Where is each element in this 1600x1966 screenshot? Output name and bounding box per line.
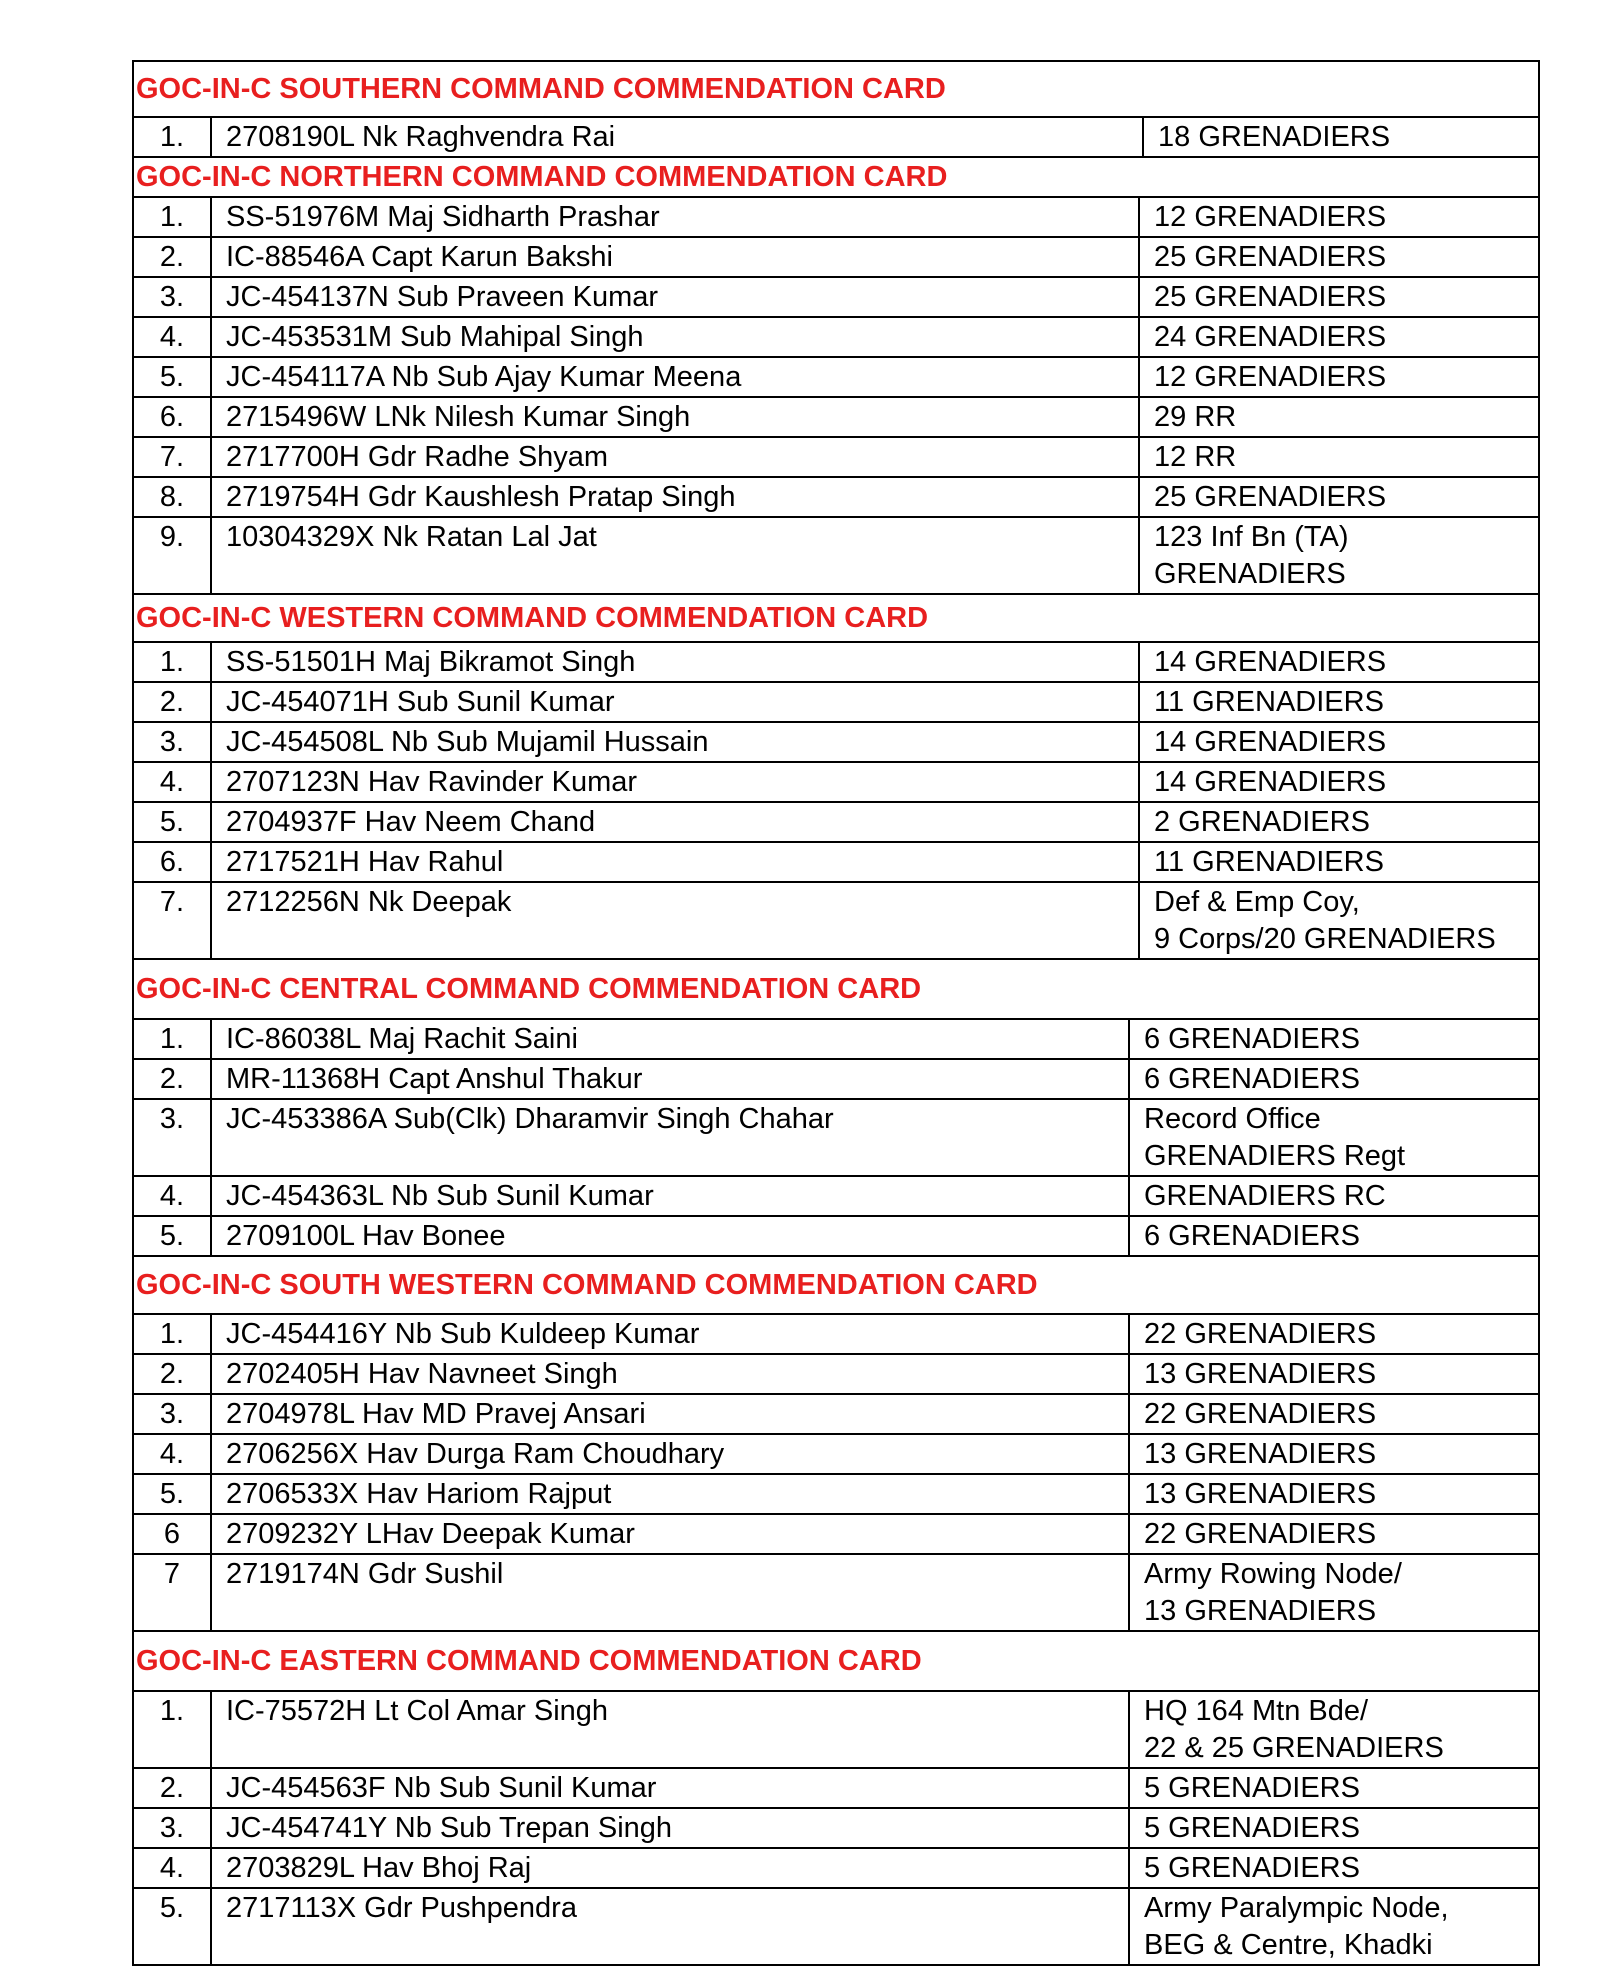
personnel-name: JC-454137N Sub Praveen Kumar — [212, 278, 1140, 316]
unit-cell — [1130, 1060, 1538, 1098]
personnel-name: 2719174N Gdr Sushil — [212, 1555, 1130, 1630]
table-row — [134, 643, 1538, 683]
unit-line: 24 GRENADIERS — [1154, 321, 1387, 353]
unit-cell — [1130, 1435, 1538, 1473]
unit-line: Def & Emp Coy, — [1154, 886, 1360, 918]
unit-cell — [1130, 1889, 1538, 1964]
table-row — [134, 518, 1538, 595]
table-row — [134, 1515, 1538, 1555]
unit-line: 2 GRENADIERS — [1154, 806, 1370, 838]
personnel-name: SS-51976M Maj Sidharth Prashar — [212, 198, 1140, 236]
section-title: GOC-IN-C SOUTHERN COMMAND COMMENDATION CARD — [134, 62, 1538, 118]
unit-line: BEG & Centre, Khadki — [1144, 1929, 1433, 1961]
personnel-name: IC-75572H Lt Col Amar Singh — [212, 1692, 1130, 1767]
unit-line: 14 GRENADIERS — [1154, 726, 1387, 758]
table-row — [134, 843, 1538, 883]
section-2 — [132, 158, 1540, 595]
table-row — [134, 398, 1538, 438]
unit-line: 25 GRENADIERS — [1154, 481, 1387, 513]
serial-number: 4. — [134, 763, 212, 801]
table-row — [134, 1020, 1538, 1060]
unit-line: 14 GRENADIERS — [1154, 766, 1387, 798]
unit-line: Army Rowing Node/ — [1144, 1558, 1402, 1590]
table-row — [134, 278, 1538, 318]
unit-cell — [1130, 1395, 1538, 1433]
unit-line: HQ 164 Mtn Bde/ — [1144, 1695, 1369, 1727]
personnel-name: 2703829L Hav Bhoj Raj — [212, 1849, 1130, 1887]
table-row — [134, 238, 1538, 278]
section-6 — [132, 1632, 1540, 1966]
unit-line: 12 RR — [1154, 441, 1237, 473]
unit-line: 13 GRENADIERS — [1144, 1478, 1377, 1510]
unit-line: 5 GRENADIERS — [1144, 1852, 1360, 1884]
unit-line: 22 & 25 GRENADIERS — [1144, 1732, 1444, 1764]
personnel-name: JC-453386A Sub(Clk) Dharamvir Singh Chahar — [212, 1100, 1130, 1175]
personnel-name: JC-454563F Nb Sub Sunil Kumar — [212, 1769, 1130, 1807]
serial-number: 6 — [134, 1515, 212, 1553]
unit-cell — [1130, 1555, 1538, 1630]
section-title: GOC-IN-C CENTRAL COMMAND COMMENDATION CARD — [134, 960, 1538, 1020]
unit-cell — [1140, 238, 1538, 276]
table-row — [134, 723, 1538, 763]
unit-cell — [1140, 723, 1538, 761]
serial-number: 5. — [134, 1217, 212, 1255]
table-row — [134, 1555, 1538, 1632]
personnel-name: 2708190L Nk Raghvendra Rai — [212, 118, 1144, 156]
table-row — [134, 438, 1538, 478]
table-row — [134, 803, 1538, 843]
personnel-name: 2712256N Nk Deepak — [212, 883, 1140, 958]
table-row — [134, 1060, 1538, 1100]
table-row — [134, 1849, 1538, 1889]
unit-line: 22 GRENADIERS — [1144, 1398, 1377, 1430]
personnel-name: 2717113X Gdr Pushpendra — [212, 1889, 1130, 1964]
table-row — [134, 1395, 1538, 1435]
unit-cell — [1130, 1355, 1538, 1393]
unit-line: 13 GRENADIERS — [1144, 1358, 1377, 1390]
serial-number: 3. — [134, 723, 212, 761]
section-title: GOC-IN-C SOUTH WESTERN COMMAND COMMENDATION CARD — [134, 1257, 1538, 1315]
serial-number: 3. — [134, 278, 212, 316]
personnel-name: 2709100L Hav Bonee — [212, 1217, 1130, 1255]
personnel-name: 2706256X Hav Durga Ram Choudhary — [212, 1435, 1130, 1473]
personnel-name: IC-88546A Capt Karun Bakshi — [212, 238, 1140, 276]
unit-line: 6 GRENADIERS — [1144, 1023, 1360, 1055]
unit-cell — [1140, 763, 1538, 801]
serial-number: 3. — [134, 1100, 212, 1175]
serial-number: 5. — [134, 1889, 212, 1964]
personnel-name: JC-454117A Nb Sub Ajay Kumar Meena — [212, 358, 1140, 396]
table-row — [134, 198, 1538, 238]
unit-cell — [1140, 278, 1538, 316]
serial-number: 1. — [134, 198, 212, 236]
serial-number: 1. — [134, 1315, 212, 1353]
serial-number: 3. — [134, 1395, 212, 1433]
unit-line: 22 GRENADIERS — [1144, 1518, 1377, 1550]
table-row — [134, 1889, 1538, 1966]
table-row — [134, 683, 1538, 723]
section-1 — [132, 60, 1540, 158]
unit-cell — [1140, 518, 1538, 593]
unit-cell — [1140, 683, 1538, 721]
unit-line: Record Office — [1144, 1103, 1321, 1135]
unit-cell — [1130, 1217, 1538, 1255]
serial-number: 5. — [134, 803, 212, 841]
unit-cell — [1144, 118, 1538, 156]
personnel-name: MR-11368H Capt Anshul Thakur — [212, 1060, 1130, 1098]
serial-number: 2. — [134, 238, 212, 276]
personnel-name: 2702405H Hav Navneet Singh — [212, 1355, 1130, 1393]
personnel-name: 2707123N Hav Ravinder Kumar — [212, 763, 1140, 801]
personnel-name: IC-86038L Maj Rachit Saini — [212, 1020, 1130, 1058]
unit-line: 123 Inf Bn (TA) — [1154, 521, 1349, 553]
table-row — [134, 318, 1538, 358]
serial-number: 1. — [134, 118, 212, 156]
personnel-name: 2715496W LNk Nilesh Kumar Singh — [212, 398, 1140, 436]
unit-cell — [1140, 318, 1538, 356]
serial-number: 9. — [134, 518, 212, 593]
unit-line: 11 GRENADIERS — [1154, 846, 1384, 878]
personnel-name: 2719754H Gdr Kaushlesh Pratap Singh — [212, 478, 1140, 516]
serial-number: 8. — [134, 478, 212, 516]
table-row — [134, 118, 1538, 158]
serial-number: 7. — [134, 438, 212, 476]
serial-number: 4. — [134, 1435, 212, 1473]
personnel-name: SS-51501H Maj Bikramot Singh — [212, 643, 1140, 681]
unit-cell — [1140, 803, 1538, 841]
unit-line: 29 RR — [1154, 401, 1237, 433]
commendation-table — [132, 60, 1540, 1966]
table-row — [134, 883, 1538, 960]
unit-line: GRENADIERS RC — [1144, 1180, 1386, 1212]
serial-number: 4. — [134, 1177, 212, 1215]
personnel-name: JC-453531M Sub Mahipal Singh — [212, 318, 1140, 356]
personnel-name: JC-454416Y Nb Sub Kuldeep Kumar — [212, 1315, 1130, 1353]
unit-line: 5 GRENADIERS — [1144, 1812, 1360, 1844]
unit-line: 12 GRENADIERS — [1154, 201, 1387, 233]
unit-line: 12 GRENADIERS — [1154, 361, 1387, 393]
unit-cell — [1130, 1809, 1538, 1847]
serial-number: 1. — [134, 643, 212, 681]
personnel-name: 2709232Y LHav Deepak Kumar — [212, 1515, 1130, 1553]
unit-cell — [1130, 1769, 1538, 1807]
serial-number: 2. — [134, 1769, 212, 1807]
unit-line: 5 GRENADIERS — [1144, 1772, 1360, 1804]
personnel-name: 2704978L Hav MD Pravej Ansari — [212, 1395, 1130, 1433]
serial-number: 7 — [134, 1555, 212, 1630]
unit-line: 13 GRENADIERS — [1144, 1595, 1377, 1627]
serial-number: 5. — [134, 1475, 212, 1513]
unit-cell — [1140, 843, 1538, 881]
serial-number: 6. — [134, 843, 212, 881]
personnel-name: 2704937F Hav Neem Chand — [212, 803, 1140, 841]
unit-line: 9 Corps/20 GRENADIERS — [1154, 923, 1496, 955]
table-row — [134, 1355, 1538, 1395]
unit-line: 25 GRENADIERS — [1154, 281, 1387, 313]
unit-cell — [1130, 1692, 1538, 1767]
personnel-name: JC-454363L Nb Sub Sunil Kumar — [212, 1177, 1130, 1215]
section-title: GOC-IN-C WESTERN COMMAND COMMENDATION CARD — [134, 595, 1538, 643]
serial-number: 3. — [134, 1809, 212, 1847]
serial-number: 1. — [134, 1020, 212, 1058]
unit-cell — [1130, 1849, 1538, 1887]
section-title: GOC-IN-C NORTHERN COMMAND COMMENDATION CARD — [134, 158, 1538, 198]
unit-line: 25 GRENADIERS — [1154, 241, 1387, 273]
unit-cell — [1130, 1020, 1538, 1058]
personnel-name: 2717521H Hav Rahul — [212, 843, 1140, 881]
unit-line: 13 GRENADIERS — [1144, 1438, 1377, 1470]
unit-line: GRENADIERS Regt — [1144, 1140, 1406, 1172]
personnel-name: 10304329X Nk Ratan Lal Jat — [212, 518, 1140, 593]
serial-number: 4. — [134, 1849, 212, 1887]
table-row — [134, 1217, 1538, 1257]
unit-line: 22 GRENADIERS — [1144, 1318, 1377, 1350]
table-row — [134, 478, 1538, 518]
unit-line: GRENADIERS — [1154, 558, 1346, 590]
serial-number: 5. — [134, 358, 212, 396]
serial-number: 1. — [134, 1692, 212, 1767]
serial-number: 2. — [134, 1355, 212, 1393]
unit-cell — [1130, 1100, 1538, 1175]
table-row — [134, 763, 1538, 803]
unit-cell — [1140, 198, 1538, 236]
unit-line: 14 GRENADIERS — [1154, 646, 1387, 678]
section-title: GOC-IN-C EASTERN COMMAND COMMENDATION CARD — [134, 1632, 1538, 1692]
table-row — [134, 1315, 1538, 1355]
unit-cell — [1140, 398, 1538, 436]
table-row — [134, 1769, 1538, 1809]
unit-cell — [1130, 1177, 1538, 1215]
personnel-name: 2706533X Hav Hariom Rajput — [212, 1475, 1130, 1513]
unit-line: 11 GRENADIERS — [1154, 686, 1384, 718]
serial-number: 2. — [134, 1060, 212, 1098]
unit-cell — [1140, 643, 1538, 681]
personnel-name: 2717700H Gdr Radhe Shyam — [212, 438, 1140, 476]
unit-cell — [1130, 1515, 1538, 1553]
table-row — [134, 1809, 1538, 1849]
table-row — [134, 1177, 1538, 1217]
unit-cell — [1140, 438, 1538, 476]
table-row — [134, 1692, 1538, 1769]
serial-number: 7. — [134, 883, 212, 958]
unit-line: 6 GRENADIERS — [1144, 1220, 1360, 1252]
personnel-name: JC-454071H Sub Sunil Kumar — [212, 683, 1140, 721]
serial-number: 2. — [134, 683, 212, 721]
unit-line: Army Paralympic Node, — [1144, 1892, 1449, 1924]
unit-cell — [1140, 883, 1538, 958]
unit-cell — [1140, 478, 1538, 516]
table-row — [134, 1435, 1538, 1475]
table-row — [134, 358, 1538, 398]
unit-cell — [1140, 358, 1538, 396]
personnel-name: JC-454508L Nb Sub Mujamil Hussain — [212, 723, 1140, 761]
unit-line: 6 GRENADIERS — [1144, 1063, 1360, 1095]
unit-cell — [1130, 1475, 1538, 1513]
serial-number: 6. — [134, 398, 212, 436]
unit-line: 18 GRENADIERS — [1158, 121, 1391, 153]
section-3 — [132, 595, 1540, 960]
section-5 — [132, 1257, 1540, 1632]
personnel-name: JC-454741Y Nb Sub Trepan Singh — [212, 1809, 1130, 1847]
serial-number: 4. — [134, 318, 212, 356]
table-row — [134, 1475, 1538, 1515]
unit-cell — [1130, 1315, 1538, 1353]
table-row — [134, 1100, 1538, 1177]
section-4 — [132, 960, 1540, 1257]
